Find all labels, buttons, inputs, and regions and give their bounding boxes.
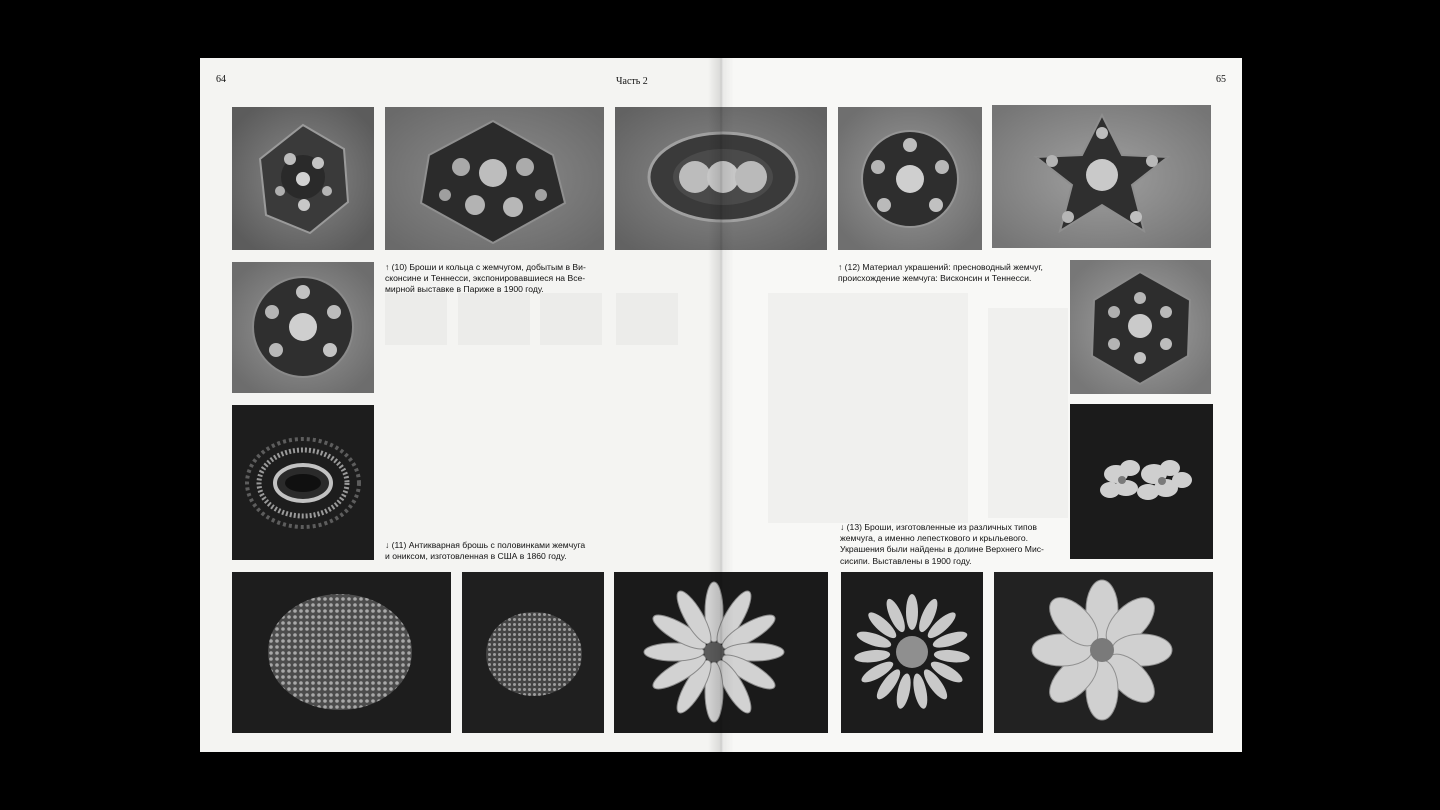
flower-brooch-photo	[1070, 404, 1213, 559]
caption-line: сисипи. Выставлены в 1900 году.	[840, 555, 972, 566]
brooch-photo	[232, 107, 374, 250]
caption-line: происхождение жемчуга: Висконсин и Теннесси.	[838, 273, 1032, 284]
caption-line: мирной выставке в Париже в 1900 году.	[385, 284, 544, 295]
caption-figure-10	[385, 262, 586, 296]
show-through	[768, 293, 968, 523]
show-through	[540, 293, 602, 345]
flower-brooch-photo	[994, 572, 1213, 733]
show-through	[616, 293, 678, 345]
book-spread	[200, 58, 1242, 752]
oval-brooch-photo	[232, 405, 374, 560]
brooch-photo	[992, 105, 1211, 248]
brooch-photo	[1070, 260, 1211, 394]
caption-line: сконсине и Теннесси, экспонировавшиеся на Все-	[385, 273, 586, 284]
caption-line: и ониксом, изготовленная в США в 1860 году.	[385, 551, 567, 562]
seed-pearl-photo	[232, 572, 451, 733]
caption-line: жемчуга, а именно лепесткового и крыльевого.	[840, 533, 1029, 544]
caption-line: ↑ (10) Броши и кольца с жемчугом, добытым в Ви-	[385, 262, 586, 272]
show-through	[458, 293, 530, 345]
brooch-photo	[232, 262, 374, 393]
flower-brooch-photo	[841, 572, 983, 733]
page-number-left: 64	[216, 74, 226, 85]
page-number-right: 65	[1216, 74, 1226, 85]
running-head: Часть 2	[616, 76, 648, 87]
caption-figure-11	[385, 540, 585, 562]
show-through	[988, 308, 1068, 518]
caption-figure-12	[838, 262, 1043, 284]
caption-line: Украшения были найдены в долине Верхнего Мис-	[840, 544, 1044, 555]
caption-line: ↑ (12) Материал украшений: пресноводный жемчуг,	[838, 262, 1043, 272]
seed-pearl-photo	[462, 572, 604, 733]
caption-line: ↓ (11) Антикварная брошь с половинками жемчуга	[385, 540, 586, 550]
caption-line: ↓ (13) Броши, изготовленные из различных типов	[840, 522, 1037, 532]
page-gutter	[708, 58, 734, 752]
caption-figure-13	[840, 522, 1044, 567]
show-through	[385, 293, 447, 345]
brooch-photo	[385, 107, 604, 250]
brooch-photo	[838, 107, 982, 250]
